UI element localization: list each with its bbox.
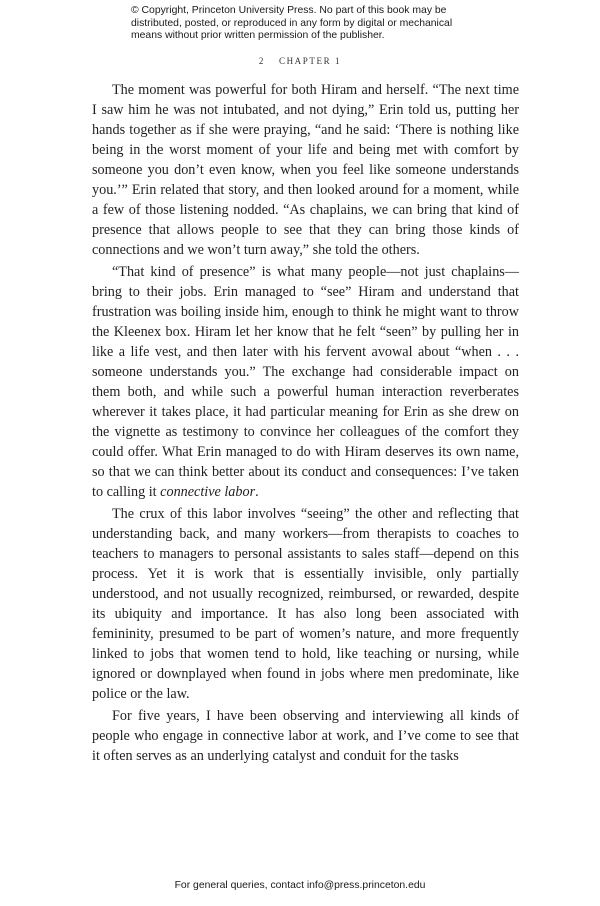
chapter-label: CHAPTER 1: [278, 56, 342, 66]
body-text: [92, 80, 519, 768]
copyright-line-2: distributed, posted, or reproduced in any form by digital or mechanical: [131, 17, 453, 29]
term-connective-labor: connective labor: [160, 484, 256, 500]
paragraph-3: The crux of this labor involves “seeing” the other and reflecting that understanding back, and many workers—from therapists to coaches to teachers to managers to personal assistants to sales staff—depend on this process. Yet it is work that is essentially invisible, only partially understood, and not usually recognized, reimbursed, or rewarded, despite its ubiquity and importance. It has also long been associated with femininity, presumed to be part of women’s nature, and more frequently linked to jobs that women tend to hold, like teaching or nursing, while ignored or downplayed when found in jobs where men predominate, like police or the law.: [92, 506, 519, 702]
paragraph-2-end: .: [255, 484, 259, 500]
paragraph-4: For five years, I have been observing and interviewing all kinds of people who engage in connective labor at work, and I’ve come to see that it often serves as an underlying catalyst and conduit for the tasks: [92, 708, 519, 764]
copyright-notice: [131, 5, 491, 43]
running-head: [0, 56, 600, 66]
copyright-line-1: © Copyright, Princeton University Press. No part of this book may be: [131, 5, 447, 16]
paragraph-2-text: “That kind of presence” is what many people—not just chaplains—bring to their jobs. Erin managed to “see” Hiram and understand that frustration was boiling inside him, enough to think he might want to throw the Kleenex box. Hiram let her know that he felt “seen” by pulling her in like a life vest, and then later with his fervent avowal about “when . . . someone understands you.” The exchange had considerable impact on them both, and while such a powerful human interaction reverberates wherever it takes place, it had particular meaning for Erin as she drew on the vignette as testimony to convince her colleagues of the comfort they could offer. What Erin managed to do with Hiram deserves its own name, so that we can think better about its conduct and consequences: I’ve taken to calling it: [92, 264, 519, 500]
footer-contact: For general queries, contact info@press.princeton.edu: [174, 880, 426, 891]
paragraph-2: [92, 262, 519, 502]
paragraph-1: The moment was powerful for both Hiram and herself. “The next time I saw him he was not intubated, and not dying,” Erin told us, putting her hands together as if she were praying, “and he said: ‘There is nothing like being in the worst moment of your life and being met with comfort by someone you don’t even know, when you feel like someone understands you.’” Erin related that story, and then looked around for a moment, while a few of those listening nodded. “As chaplains, we can bring that kind of presence that allows people to see that they can bring those kinds of connections and we won’t turn away,” she told the others.: [92, 82, 519, 258]
page-number: 2: [258, 56, 265, 66]
copyright-line-3: means without prior written permission of the publisher.: [131, 30, 385, 42]
